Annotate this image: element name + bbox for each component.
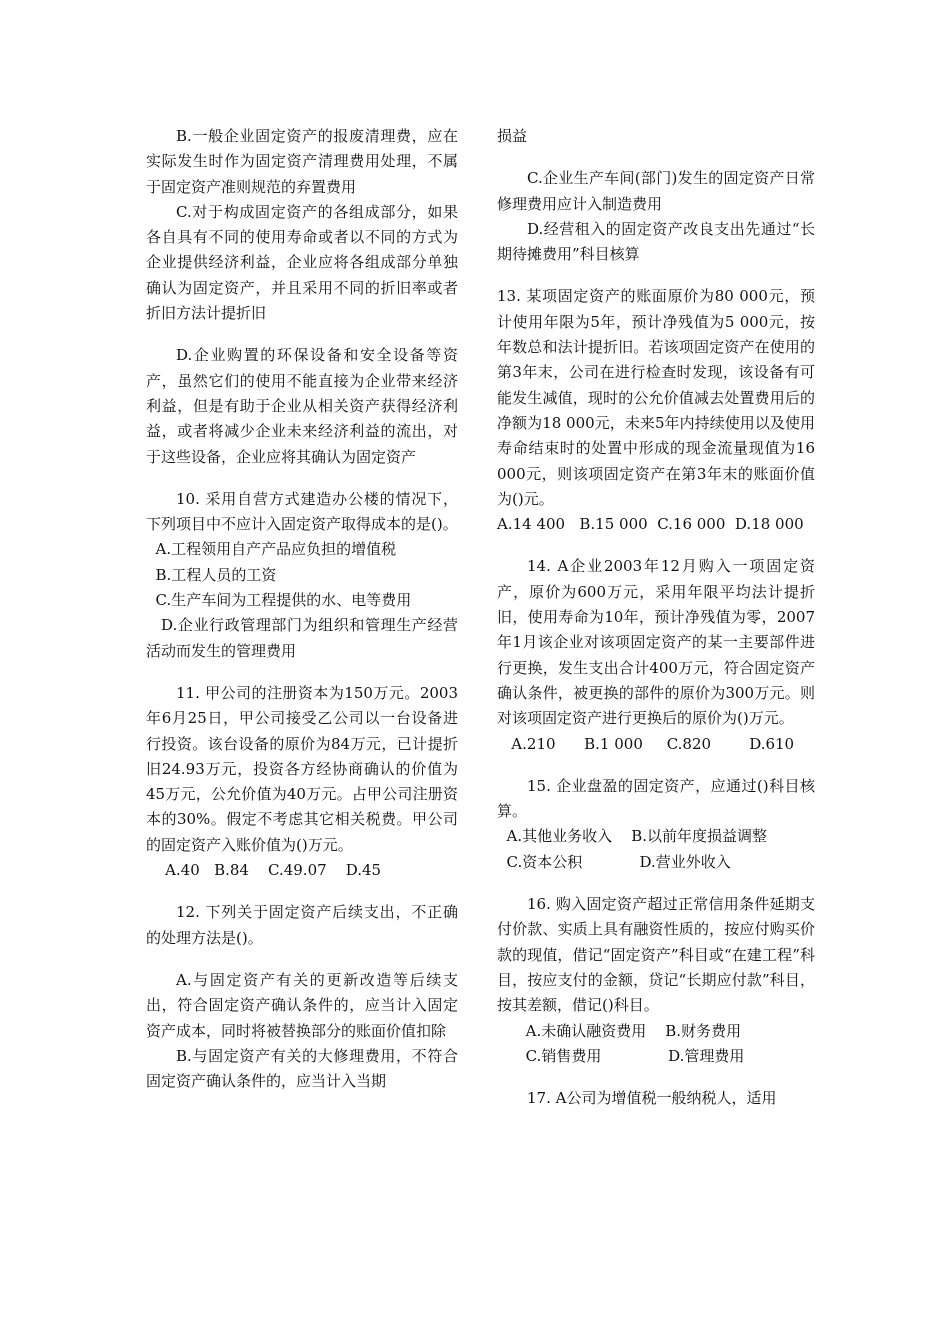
question-15-options-cd: C.资本公积 D.营业外收入 — [497, 852, 731, 871]
question-16-options-cd: C.销售费用 D.管理费用 — [497, 1046, 745, 1065]
question-10-option-b: B.工程人员的工资 — [146, 565, 277, 584]
question-9-option-c: C.对于构成固定资产的各组成部分，如果各自具有不同的使用寿命或者以不同的方式为企业提供经济利益，企业应将各组成部分单独确认为固定资产，并且采用不同的折旧率或者折旧方法计提折旧 — [146, 202, 458, 323]
question-16-stem: 16. 购入固定资产超过正常信用条件延期支付价款、实质上具有融资性质的，按应付购买价款的现值，借记“固定资产”科目或“在建工程”科目，按应支付的金额，贷记“长期应付款”科目，按其差额，借记()科目。 — [497, 895, 815, 1015]
question-13-options: A.14 400 B.15 000 C.16 000 D.18 000 — [497, 515, 804, 534]
question-17-stem: 17. A公司为增值税一般纳税人，适用 — [527, 1089, 777, 1108]
question-12-option-d: D.经营租入的固定资产改良支出先通过“长期待摊费用”科目核算 — [497, 219, 815, 264]
left-column — [146, 124, 458, 1094]
question-9-option-d: D.企业购置的环保设备和安全设备等资产，虽然它们的使用不能直接为企业带来经济利益，但是有助于企业从相关资产获得经济利益，或者将减少企业未来经济利益的流出，对于这些设备，企业应将其确认为固定资产 — [146, 346, 458, 466]
question-12-option-b-continued: 损益 — [497, 127, 528, 145]
question-16-options-ab: A.未确认融资费用 B.财务费用 — [497, 1021, 742, 1040]
question-10-option-a: A.工程领用自产产品应负担的增值税 — [146, 540, 397, 559]
question-10-option-c: C.生产车间为工程提供的水、电等费用 — [146, 591, 412, 610]
question-10-option-d: D.企业行政管理部门为组织和管理生产经营活动而发生的管理费用 — [146, 616, 458, 660]
question-10-stem: 10. 采用自营方式建造办公楼的情况下，下列项目中不应计入固定资产取得成本的是()。 — [146, 489, 458, 534]
question-15-options-ab: A.其他业务收入 B.以前年度损益调整 — [497, 827, 768, 846]
question-15-stem: 15. 企业盘盈的固定资产，应通过()科目核算。 — [497, 776, 815, 821]
right-column — [497, 124, 815, 1111]
question-12-option-c: C.企业生产车间(部门)发生的固定资产日常修理费用应计入制造费用 — [497, 169, 815, 213]
question-12-option-a: A.与固定资产有关的更新改造等后续支出，符合固定资产确认条件的，应当计入固定资产成本，同时将被替换部分的账面价值扣除 — [146, 970, 458, 1040]
question-11-stem: 11. 甲公司的注册资本为150万元。2003年6月25日，甲公司接受乙公司以一台设备进行投资。该台设备的原价为84万元，已计提折旧24.93万元，投资各方经协商确认的价值为45万元，公允价值为40万元。占甲公司注册资本的30%。假定不考虑其它相关税费。甲公司的固定资产入账价值为()万元。 — [146, 683, 458, 854]
question-13-stem: 13. 某项固定资产的账面原价为80 000元，预计使用年限为5年，预计净残值为5 000元，按年数总和法计提折旧。若该项固定资产在使用的第3年末，公司在进行检查时发现，该设备有可能发生减值，现时的公允价值减去处置费用后的净额为18 000元，未来5年内持续使用以及使用寿命结束时的处置中形成的现金流量现值为16 000元，则该项固定资产在第3年末的账面价值为()元。 — [497, 287, 815, 508]
question-12-option-b: B.与固定资产有关的大修理费用，不符合固定资产确认条件的，应当计入当期 — [146, 1046, 458, 1091]
question-14-stem: 14. A企业2003年12月购入一项固定资产，原价为600万元，采用年限平均法计提折旧，使用寿命为10年，预计净残值为零，2007年1月该企业对该项固定资产的某一主要部件进行更换，发生支出合计400万元，符合固定资产确认条件，被更换的部件的原价为300万元。则对该项固定资产进行更换后的原价为()万元。 — [497, 557, 815, 728]
question-14-options: A.210 B.1 000 C.820 D.610 — [497, 734, 795, 753]
question-9-option-b: B.一般企业固定资产的报废清理费，应在实际发生时作为固定资产清理费用处理，不属于固定资产准则规范的弃置费用 — [146, 127, 458, 196]
question-11-options: A.40 B.84 C.49.07 D.45 — [146, 861, 382, 880]
question-12-stem: 12. 下列关于固定资产后续支出，不正确的处理方法是()。 — [146, 903, 458, 947]
